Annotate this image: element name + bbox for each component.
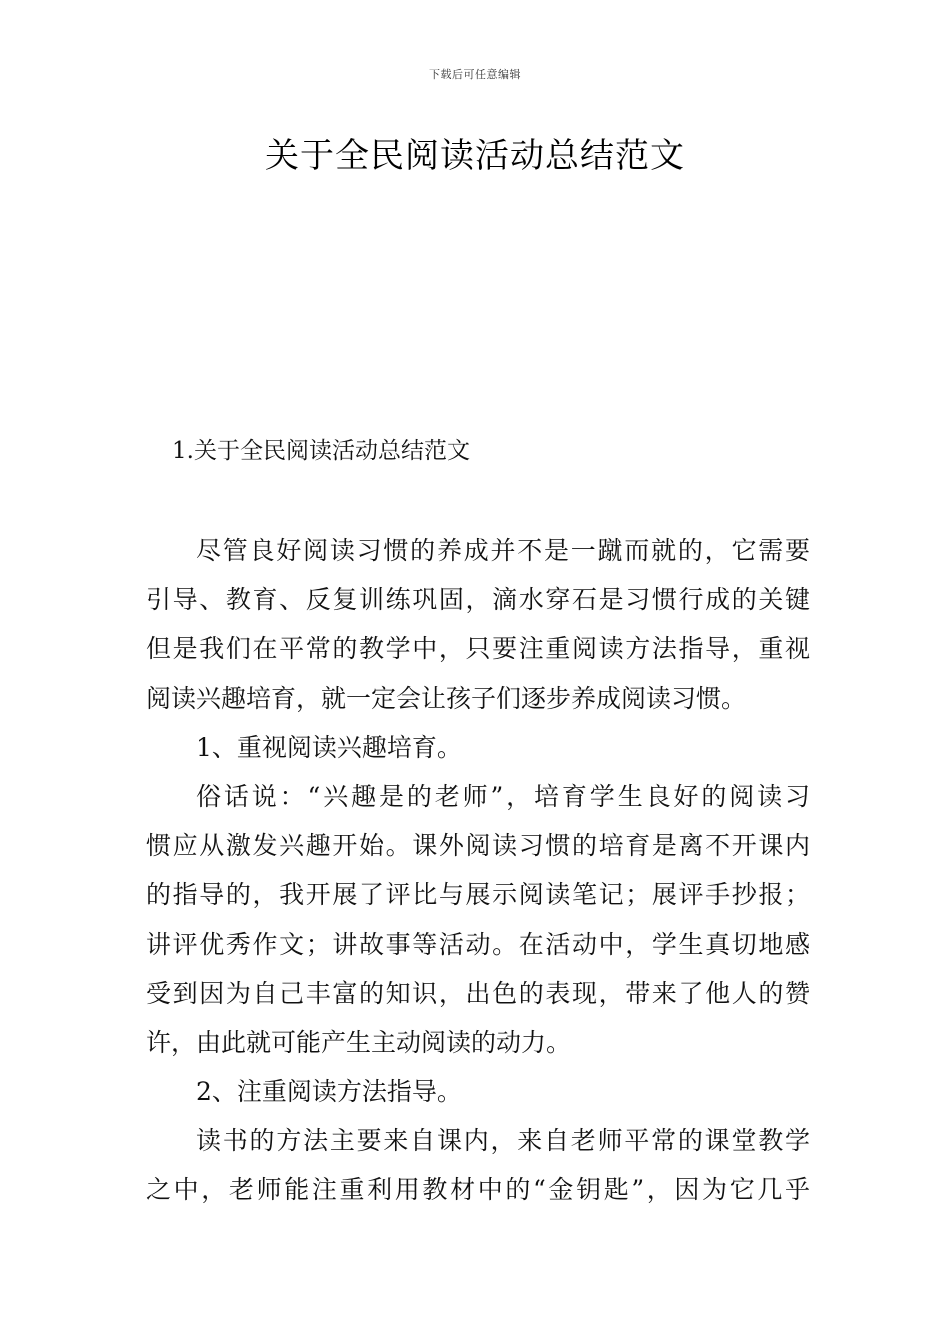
paragraph-line: 受到因为自己丰富的知识，出色的表现，带来了他人的赞 xyxy=(146,978,810,1008)
paragraph-line: 俗话说：“兴趣是的老师”，培育学生良好的阅读习 xyxy=(196,781,810,811)
header-note: 下载后可任意编辑 xyxy=(429,68,521,81)
paragraph-line: 惯应从激发兴趣开始。课外阅读习惯的培育是离不开课内 xyxy=(146,831,810,861)
paragraph-line: 尽管良好阅读习惯的养成并不是一蹴而就的，它需要 xyxy=(196,536,810,565)
paragraph-line: 但是我们在平常的教学中，只要注重阅读方法指导，重视 xyxy=(146,634,810,664)
subheading-line: 2、注重阅读方法指导。 xyxy=(196,1077,462,1107)
paragraph-line: 讲评优秀作文；讲故事等活动。在活动中，学生真切地感 xyxy=(146,929,810,959)
paragraph-line: 阅读兴趣培育，就一定会让孩子们逐步养成阅读习惯。 xyxy=(146,683,747,713)
paragraph-line: 许，由此就可能产生主动阅读的动力。 xyxy=(146,1027,572,1057)
body-text xyxy=(146,526,810,1215)
paragraph-line: 之中，老师能注重利用教材中的“金钥匙”，因为它几乎 xyxy=(146,1175,810,1205)
paragraph-line: 的指导的，我开展了评比与展示阅读笔记；展评手抄报； xyxy=(146,880,810,910)
paragraph-line: 读书的方法主要来自课内，来自老师平常的课堂教学 xyxy=(196,1126,810,1156)
section-heading: 1.关于全民阅读活动总结范文 xyxy=(172,438,470,464)
subheading-line: 1、重视阅读兴趣培育。 xyxy=(196,732,462,762)
document-title: 关于全民阅读活动总结范文 xyxy=(265,136,685,176)
paragraph-line: 引导、教育、反复训练巩固，滴水穿石是习惯行成的关键 xyxy=(146,585,810,615)
